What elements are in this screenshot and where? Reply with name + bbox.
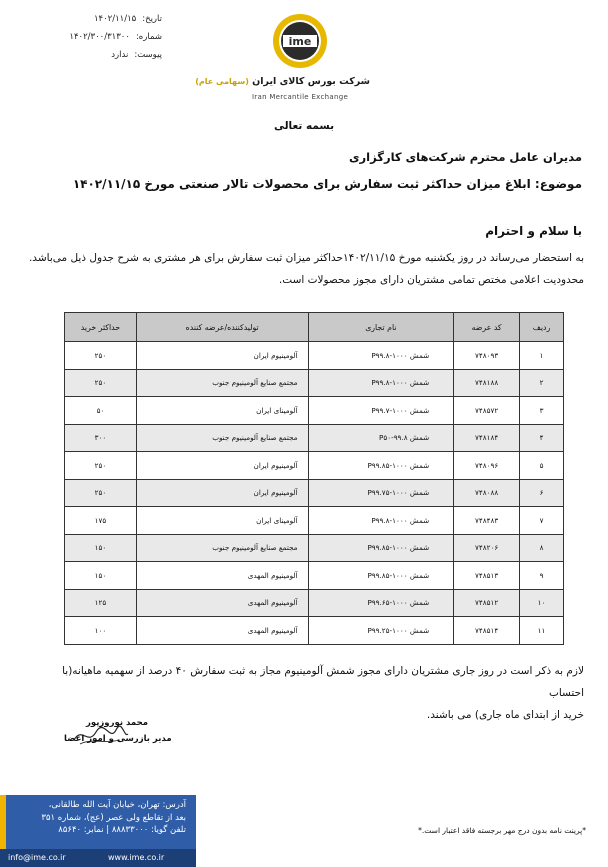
address-line-1: آدرس: تهران، خیابان آیت الله طالقانی، [48,800,186,810]
body-line-2: محدودیت اعلامی مختص تمامی مشتریان دارای مجوز محصولات است. [278,274,584,286]
table-row [65,369,564,397]
phone-line: تلفن گویا: ۸۸۸۳۳۰۰۰ | نمابر: ۸۵۶۴۰ [58,825,186,835]
row-number: ۹ [520,562,564,590]
footer-note-line-1: لازم به ذکر است در روز جاری مشتریان دارای مجوز شمش آلومینیوم مجاز به ثبت سفارش ۴۰ درصد از سهمیه ماهیانه(با احتساب [62,665,584,699]
offer-code: ۷۴۸۰۹۳ [454,342,520,370]
letter-body [24,247,584,291]
trade-name: شمش ۱۰۰۰-P۹۹.۸۵ [308,562,454,590]
row-number: ۸ [520,534,564,562]
max-purchase: ۱۵۰ [65,562,137,590]
col-header-trade-name: نام تجاری [308,313,454,342]
producer: مجتمع صنایع آلومینیوم جنوب [136,369,308,397]
attachment-value: ندارد [111,50,129,60]
max-purchase: ۲۵۰ [65,369,137,397]
row-number: ۱ [520,342,564,370]
recipient: مدیران عامل محترم شرکت‌های کارگزاری [349,150,582,164]
trade-name: شمش ۱۰۰۰-P۹۹.۷۵ [308,479,454,507]
letter-meta [52,10,162,64]
col-header-offer-code: کد عرضه [454,313,520,342]
max-purchase: ۱۷۵ [65,507,137,535]
row-number: ۱۰ [520,589,564,617]
number-value: ۱۴۰۲/۳۰۰/۳۱۳۰۰ [69,32,130,42]
web-bar [0,849,196,867]
producer: آلومینیوم المهدی [136,617,308,645]
number-label: شماره: [135,32,162,42]
offer-code: ۷۴۸۵۷۲ [454,397,520,425]
offer-code: ۷۴۸۰۹۶ [454,452,520,480]
body-line-1: به استحضار می‌رساند در روز یکشنبه مورخ ۱۴۰۲/۱۱/۱۵حداکثر میزان ثبت سفارش برای هر مشتری به شرح جدول ذیل می‌باشد. [28,252,584,264]
row-number: ۱۱ [520,617,564,645]
row-number: ۷ [520,507,564,535]
max-purchase: ۲۵۰ [65,452,137,480]
table-row [65,452,564,480]
contact-block [0,795,196,867]
signer-name: محمد نوروزپور [86,718,148,728]
producer: آلومینیوم ایران [136,479,308,507]
date-value: ۱۴۰۲/۱۱/۱۵ [93,14,137,24]
max-purchase: ۱۲۵ [65,589,137,617]
producer: مجتمع صنایع آلومینیوم جنوب [136,534,308,562]
table-row [65,424,564,452]
email-link[interactable]: info@ime.co.ir [8,853,66,862]
website-link[interactable]: www.ime.co.ir [108,853,165,862]
trade-name: شمش ۱۰۰۰-P۹۹.۸۵ [308,452,454,480]
logo-mark-text: ime [288,35,312,48]
greeting: با سلام و احترام [485,224,582,238]
offer-code: ۷۴۸۰۸۸ [454,479,520,507]
table-row [65,562,564,590]
producer: آلومینیوم المهدی [136,562,308,590]
offer-code: ۷۴۸۵۱۴ [454,617,520,645]
table-row [65,589,564,617]
order-limit-table [64,312,564,645]
col-header-max-purchase: حداکثر خرید [65,313,137,342]
max-purchase: ۵۰ [65,397,137,425]
trade-name: شمش ۱۰۰۰-P۹۹.۸ [308,342,454,370]
max-purchase: ۲۵۰ [65,479,137,507]
col-header-row-number: ردیف [520,313,564,342]
offer-code: ۷۴۸۵۱۳ [454,562,520,590]
producer: آلومینیوم ایران [136,342,308,370]
offer-code: ۷۴۸۱۸۸ [454,369,520,397]
producer: آلومینیوم ایران [136,452,308,480]
signer-title: مدیر بازرسی و امور اعضا [64,734,172,744]
address-line-2: بعد از تقاطع ولی عصر (عج)، شماره ۳۵۱ [41,812,186,823]
max-purchase: ۱۵۰ [65,534,137,562]
row-number: ۶ [520,479,564,507]
attachment-row [52,46,162,64]
accent-bar [0,795,6,849]
trade-name: شمش ۱۰۰۰-P۹۹.۲۵ [308,617,454,645]
row-number: ۵ [520,452,564,480]
offer-code: ۷۴۸۵۱۲ [454,589,520,617]
number-row [52,28,162,46]
table-row [65,342,564,370]
table-header-row [65,313,564,342]
table-row [65,507,564,535]
row-number: ۲ [520,369,564,397]
contact-lines [41,799,186,837]
bismillah: بسمه تعالی [273,120,335,132]
company-logo [195,10,370,102]
subject: موضوع: ابلاغ میزان حداکثر ثبت سفارش برای محصولات تالار صنعتی مورخ ۱۴۰۲/۱۱/۱۵ [72,177,582,191]
trade-name: شمش ۹۹.۸-P۵۰ [308,424,454,452]
trade-name: شمش ۱۰۰۰-P۹۹.۸ [308,369,454,397]
col-header-producer: تولیدکننده/عرضه کننده [136,313,308,342]
logo-name-suffix: (سهامی عام) [195,77,249,86]
max-purchase: ۳۰۰ [65,424,137,452]
trade-name: شمش ۱۰۰۰-P۹۹.۶۵ [308,589,454,617]
trade-name: شمش ۱۰۰۰-P۹۹.۸۵ [308,534,454,562]
max-purchase: ۱۰۰ [65,617,137,645]
date-label: تاریخ: [142,14,162,24]
table-row [65,617,564,645]
table-row [65,534,564,562]
trade-name: شمش ۱۰۰۰-P۹۹.۷ [308,397,454,425]
attachment-label: پیوست: [134,50,162,60]
footer-note-line-2: خرید از ابتدای ماه جاری) می باشند. [426,709,584,721]
footer-note [24,660,584,726]
producer: آلومینای ایران [136,507,308,535]
max-purchase: ۲۵۰ [65,342,137,370]
offer-code: ۷۴۸۲۰۶ [454,534,520,562]
logo-name-en: Iran Mercantile Exchange [251,93,349,101]
producer: مجتمع صنایع آلومینیوم جنوب [136,424,308,452]
row-number: ۴ [520,424,564,452]
producer: آلومینای ایران [136,397,308,425]
table-row [65,397,564,425]
logo-name-fa [195,76,370,87]
logo-name-text: شرکت بورس کالای ایران [252,76,370,87]
ime-logo-icon [271,12,329,70]
table-row [65,479,564,507]
date-row [52,10,162,28]
offer-code: ۷۴۸۴۸۳ [454,507,520,535]
offer-code: ۷۴۸۱۸۴ [454,424,520,452]
row-number: ۳ [520,397,564,425]
stamp-validity-note: *پرینت نامه بدون درج مهر برجسته فاقد اعتبار است.* [418,826,586,835]
trade-name: شمش ۱۰۰۰-P۹۹.۸ [308,507,454,535]
producer: آلومینیوم المهدی [136,589,308,617]
